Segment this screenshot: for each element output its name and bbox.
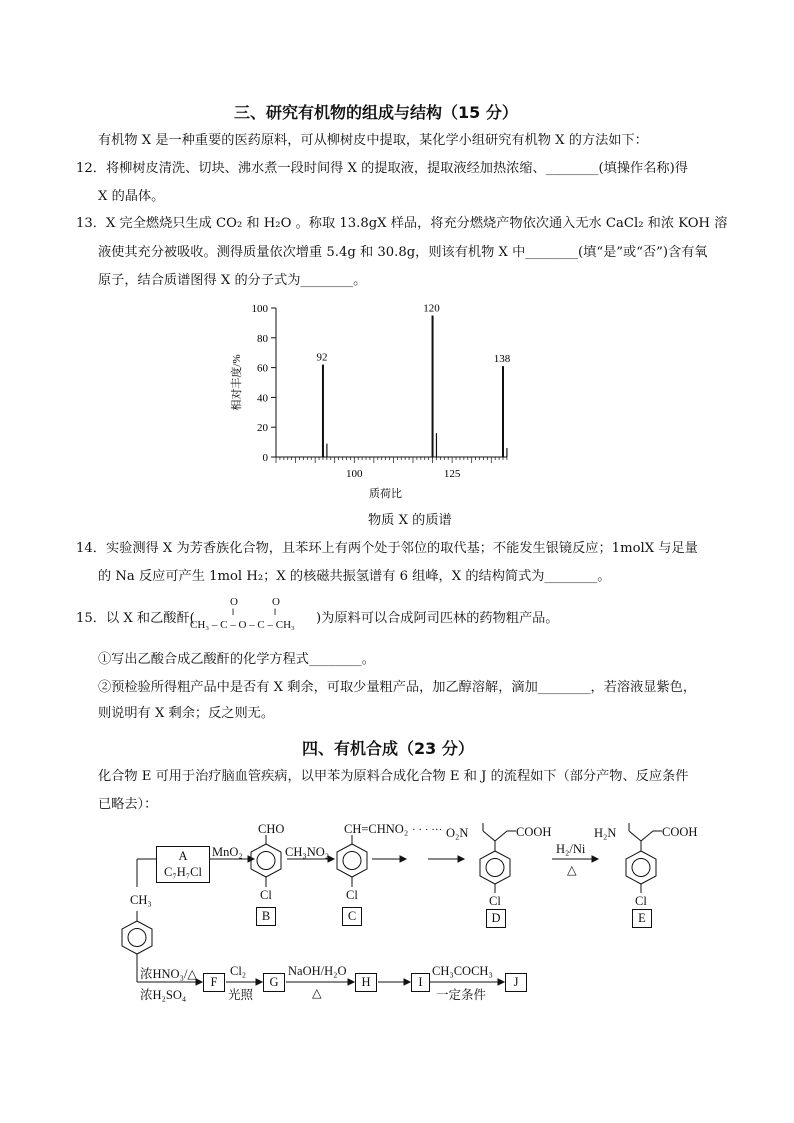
y-tick-label: 0 <box>262 452 268 464</box>
toluene-ring <box>122 921 152 954</box>
carbonyl-o-2: O <box>272 596 280 608</box>
q12-line2: X 的晶体。 <box>98 189 165 204</box>
condition-certain: 一定条件 <box>436 988 487 1002</box>
section3-intro: 有机物 X 是一种重要的医药原料，可从柳树皮中提取，某化学小组研究有机物 X 的方法如下： <box>98 133 648 148</box>
y-tick-label: 40 <box>257 392 268 405</box>
reagent-ch3no2: CH₃NO₂ <box>285 845 330 859</box>
carbonyl-o-1: O <box>230 596 238 608</box>
compound-a-label: A <box>178 849 188 863</box>
q15-sub2: ②预检验所得粗产品中是否有 X 剩余，可取少量粗产品，加乙醇溶解，滴加________，若溶液显紫色， <box>98 680 697 695</box>
double-bond-2: ‖ <box>274 607 277 617</box>
compound-a-box <box>156 846 210 883</box>
b-cl: Cl <box>260 888 272 902</box>
c-cl: Cl <box>346 888 358 902</box>
q15-sub3: 则说明有 X 剩余；反之则无。 <box>98 706 275 721</box>
compound-b-box: B <box>256 907 276 926</box>
d-cooh: COOH <box>516 825 552 839</box>
anhydride-chain: CH₃ – C – O – C – CH₃ <box>190 619 295 631</box>
section3-title: 三、研究有机物的组成与结构（15 分） <box>234 103 518 122</box>
section4-intro-1: 化合物 E 可用于治疗脑血管疾病，以甲苯为原料合成化合物 E 和 J 的流程如下（部分产物、反应条件 <box>98 769 689 784</box>
x-tick-label: 100 <box>346 468 363 480</box>
q12-line1: 12．将柳树皮清洗、切块、沸水煮一段时间得 X 的提取液，提取液经加热浓缩、________(填操作名称)得 <box>76 161 688 176</box>
toluene-ch3: CH₃ <box>130 893 152 907</box>
reagent-hno3: 浓HNO₃/△ <box>140 967 198 981</box>
q13-line1: 13．X 完全燃烧只生成 CO₂ 和 H₂O 。称取 13.8gX 样品，将充分燃烧产物依次通入无水 CaCl₂ 和浓 KOH 溶 <box>76 216 728 231</box>
double-bond-1: ‖ <box>232 607 235 617</box>
x-axis-label: 质荷比 <box>369 488 402 500</box>
peak-label: 120 <box>423 302 440 315</box>
q15-line1-b: )为原料可以合成阿司匹林的药物粗产品。 <box>316 611 559 626</box>
y-axis-label: 相对丰度/% <box>231 354 243 411</box>
q13-line2: 液使其充分被吸收。测得质量依次增重 5.4g 和 30.8g，则该有机物 X 中________(填“是”或“否”)含有氧 <box>98 245 708 260</box>
reagent-acetone: CH₃COCH₃ <box>432 964 493 978</box>
peak-label: 138 <box>493 353 511 366</box>
synthesis-scheme-lines <box>0 815 794 1015</box>
section4-title: 四、有机合成（23 分） <box>302 739 474 758</box>
q14-line2: 的 Na 反应可产生 1mol H₂；X 的核磁共振氢谱有 6 组峰，X 的结构简式为________。 <box>98 569 611 584</box>
d-to-e-heat: △ <box>567 863 577 877</box>
reagent-h2ni: H₂/Ni <box>556 842 586 856</box>
reagent-h2so4: 浓H₂SO₄ <box>140 988 187 1002</box>
section4-intro-2: 已略去）： <box>98 797 158 812</box>
compound-d-box: D <box>486 909 506 928</box>
compound-f-box: F <box>203 973 225 992</box>
chart-title: 物质 X 的质谱 <box>368 513 452 528</box>
mass-spectrum-chart <box>220 300 520 505</box>
q15-sub1: ①写出乙酸合成乙酸酐的化学方程式________。 <box>98 652 375 667</box>
d-cl: Cl <box>489 894 501 908</box>
d-o2n: O₂N <box>446 826 469 840</box>
compound-h-box: H <box>355 973 377 992</box>
y-tick-label: 20 <box>257 422 268 435</box>
ellipsis: · · · ··· <box>412 824 443 836</box>
reagent-mno2: MnO₂ <box>212 845 243 859</box>
reagent-naoh: NaOH/H₂O <box>288 964 347 978</box>
q15-line1-a: 15．以 X 和乙酸酐( <box>76 611 195 626</box>
peak-label: 92 <box>316 351 328 364</box>
e-h2n: H₂N <box>594 826 617 840</box>
condition-light: 光照 <box>228 988 254 1002</box>
y-tick-label: 100 <box>251 303 268 315</box>
e-cl: Cl <box>635 894 647 908</box>
g-to-h-heat: △ <box>312 986 322 1000</box>
y-tick-label: 80 <box>257 332 268 345</box>
compound-c-box: C <box>342 907 362 926</box>
acetic-anhydride-structure <box>190 596 316 636</box>
y-tick-label: 60 <box>257 362 268 375</box>
compound-i-box: I <box>411 973 430 992</box>
compound-g-box: G <box>263 973 285 992</box>
q13-line3: 原子，结合质谱图得 X 的分子式为________。 <box>98 273 367 288</box>
compound-j-box: J <box>505 973 527 992</box>
c-substituent: CH=CHNO₂ <box>344 822 409 836</box>
q14-line1: 14．实验测得 X 为芳香族化合物，且苯环上有两个处于邻位的取代基；不能发生银镜反应；1molX 与足量 <box>76 541 698 556</box>
b-cho: CHO <box>258 822 285 836</box>
e-cooh: COOH <box>662 825 698 839</box>
compound-a-formula: C₇H₇Cl <box>164 865 202 879</box>
compound-e-box: E <box>632 909 652 928</box>
x-tick-label: 125 <box>443 468 461 480</box>
reagent-cl2: Cl₂ <box>230 964 247 978</box>
toluene-aromatic-circle <box>128 929 146 947</box>
